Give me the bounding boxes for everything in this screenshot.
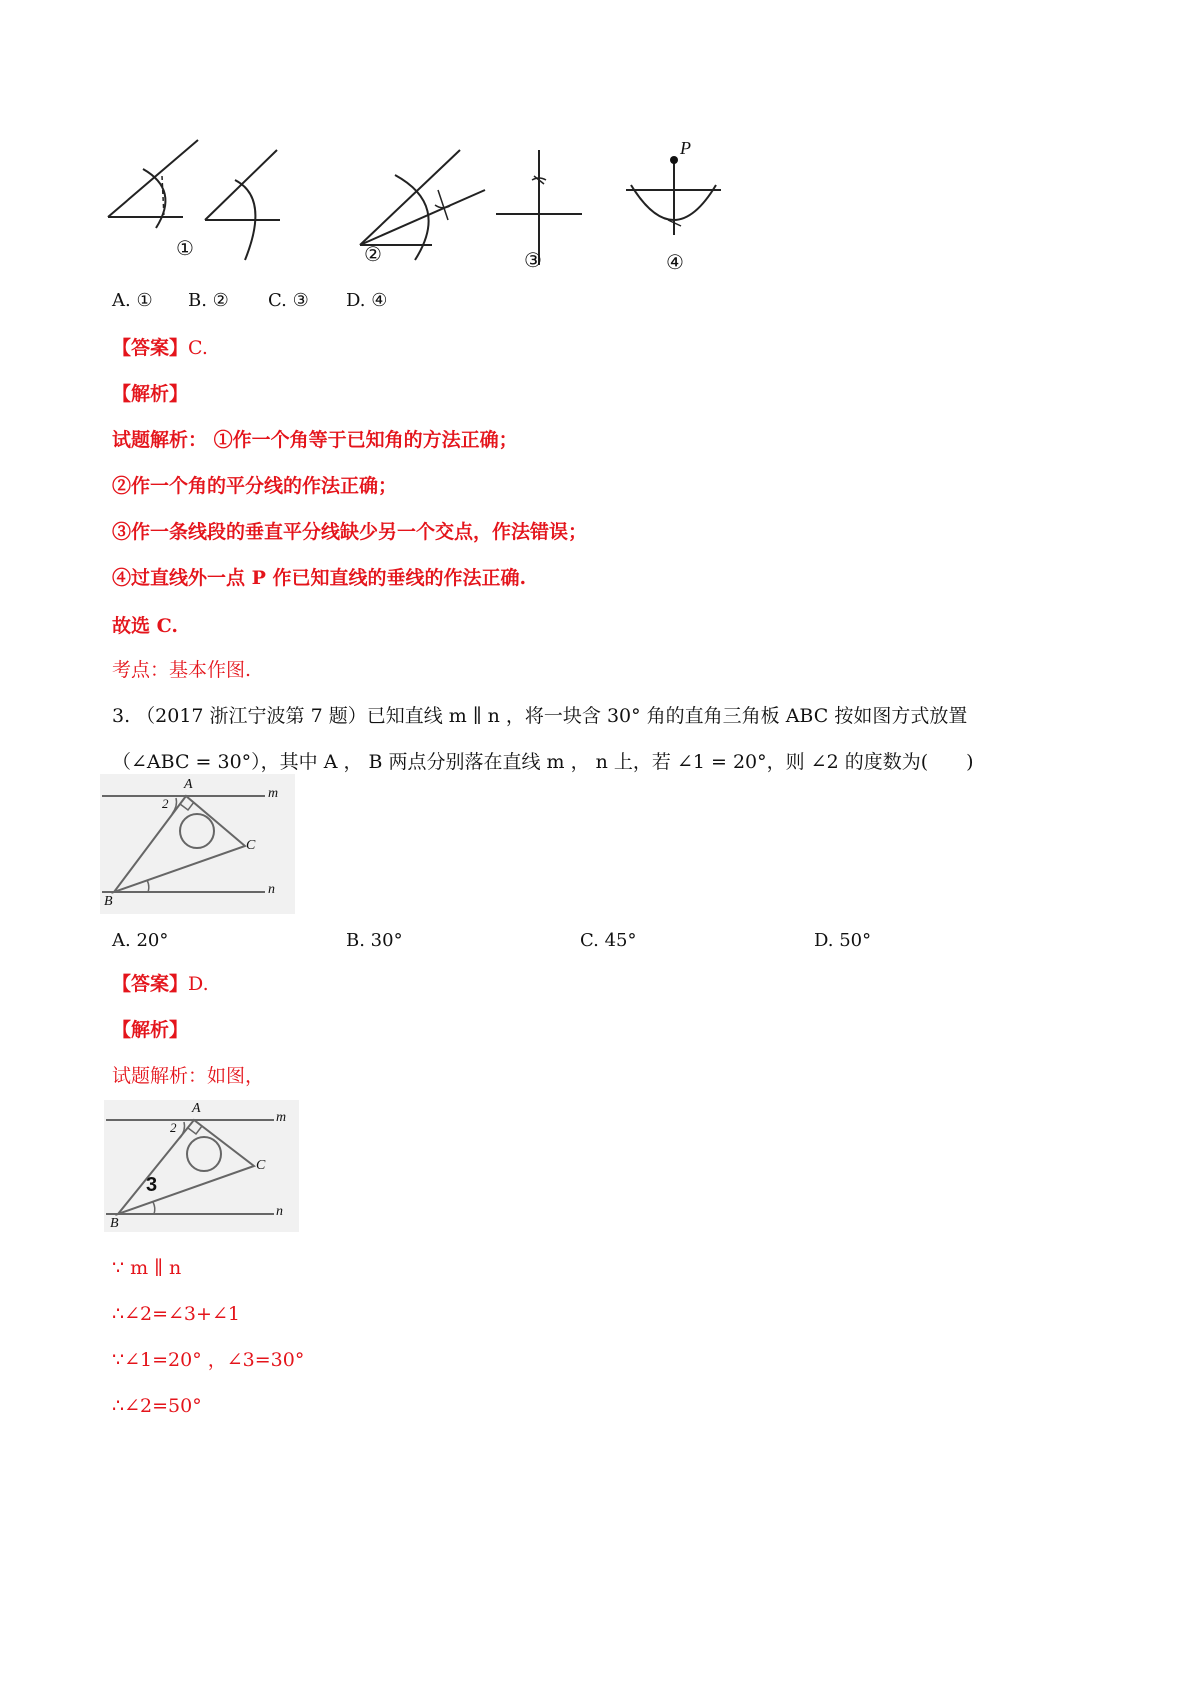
q2-option-d: D. ④: [346, 290, 388, 311]
q2-option-a: A. ①: [112, 290, 153, 311]
q3-stem-line-1: 3. （2017 浙江宁波第 7 题）已知直线 m ∥ n ，将一块含 30° 角的直角三角板 ABC 按如图方式放置: [112, 705, 968, 727]
q2-option-c: C. ③: [268, 290, 309, 311]
construction-figure-1a: [108, 140, 208, 240]
q2-option-b: B. ②: [188, 290, 229, 311]
label-n: n: [276, 1204, 283, 1219]
figure-label-3: ③: [524, 248, 542, 272]
analysis-line-1: 试题解析： ①作一个角等于已知角的方法正确；: [112, 429, 518, 451]
label-a: A: [184, 777, 193, 792]
q3-solution-figure: [104, 1100, 299, 1232]
step-1: ∵ m ∥ n: [112, 1257, 182, 1279]
analysis-label: 【解析】: [112, 383, 189, 405]
step-4: ∴∠2=50°: [112, 1395, 202, 1417]
answer-value: C.: [188, 337, 208, 359]
analysis-line-2: ②作一个角的平分线的作法正确；: [112, 475, 398, 497]
figure-label-4: ④: [666, 250, 684, 274]
q3-option-c: C. 45°: [580, 930, 637, 951]
construction-figure-1b: [205, 150, 305, 260]
label-m: m: [268, 786, 279, 801]
step-2: ∴∠2=∠3+∠1: [112, 1303, 240, 1325]
step-3: ∵∠1=20° ，∠3=30°: [112, 1349, 305, 1371]
conclusion: 故选 C.: [112, 615, 179, 637]
q3-analysis-label: 【解析】: [112, 1019, 189, 1041]
analysis-line-4: ④过直线外一点 P 作已知直线的垂线的作法正确.: [112, 567, 527, 589]
q2-answer: [112, 334, 208, 362]
analysis-line-3: ③作一条线段的垂直平分线缺少另一个交点，作法错误；: [112, 521, 588, 543]
q3-option-b: B. 30°: [346, 930, 403, 951]
label-n: n: [268, 882, 275, 897]
q3-figure: [100, 774, 295, 914]
q3-stem-line-2: （∠ABC = 30°），其中 A ， B 两点分别落在直线 m ， n 上，若 ∠1 = 20°，则 ∠2 的度数为( ): [112, 751, 974, 773]
answer-label: 【答案】: [112, 337, 189, 359]
label-a: A: [192, 1101, 201, 1116]
point-p-label: P: [680, 138, 691, 158]
q3-answer: [112, 970, 209, 998]
construction-figure-4: [626, 140, 726, 260]
label-b: B: [110, 1216, 119, 1231]
q3-analysis-intro: 试题解析：如图，: [112, 1065, 265, 1087]
label-c: C: [256, 1158, 266, 1173]
knowledge-point: 考点：基本作图.: [112, 659, 252, 681]
label-angle-2: 2: [162, 796, 169, 811]
answer-label: 【答案】: [112, 973, 189, 995]
point-p: [670, 156, 678, 164]
label-m: m: [276, 1110, 287, 1125]
label-b: B: [104, 894, 113, 909]
label-angle-3: 3: [146, 1174, 158, 1196]
answer-value: D.: [188, 973, 209, 995]
figure-label-1: ①: [176, 236, 194, 260]
q3-option-a: A. 20°: [112, 930, 169, 951]
figure-label-2: ②: [364, 242, 382, 266]
q3-option-d: D. 50°: [814, 930, 872, 951]
label-c: C: [246, 838, 256, 853]
label-angle-2: 2: [170, 1120, 177, 1135]
